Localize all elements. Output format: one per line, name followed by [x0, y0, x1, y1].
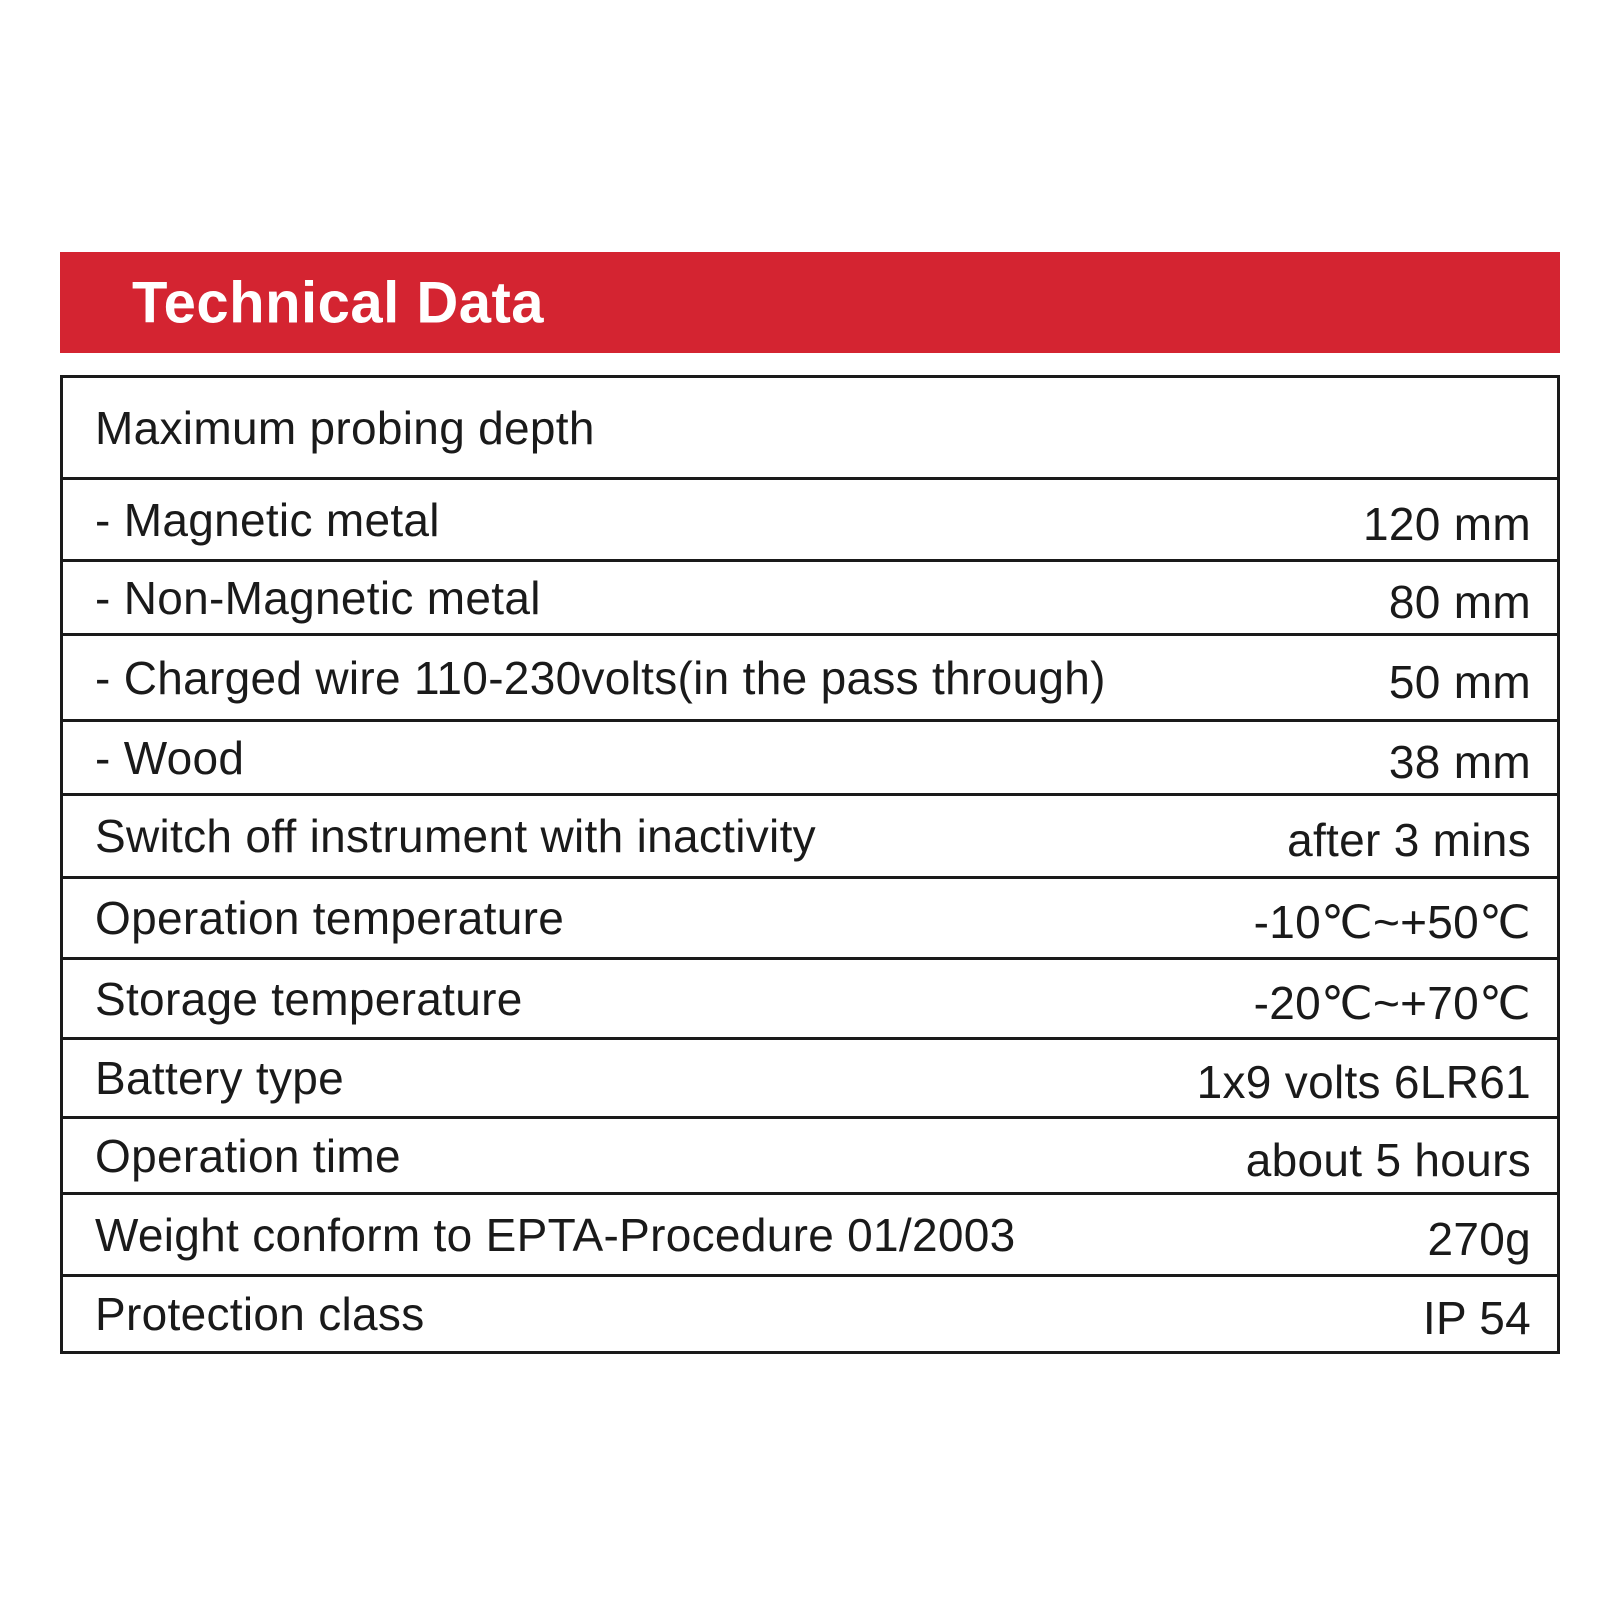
spec-row: [63, 636, 1557, 722]
technical-data-banner: [60, 252, 1560, 353]
spec-label: Storage temperature: [95, 972, 523, 1025]
spec-value: -20℃~+70℃: [1253, 976, 1531, 1029]
spec-row: [63, 879, 1557, 960]
spec-label: - Wood: [95, 731, 245, 784]
spec-label: Operation temperature: [95, 892, 565, 944]
spec-value: IP 54: [1422, 1292, 1531, 1344]
spec-label: - Magnetic metal: [95, 493, 440, 546]
spec-label: Operation time: [95, 1129, 401, 1182]
spec-row: [63, 1195, 1557, 1277]
spec-value: 120 mm: [1363, 497, 1531, 550]
spec-label: Switch off instrument with inactivity: [95, 810, 816, 862]
spec-row: [63, 722, 1557, 796]
spec-value: 80 mm: [1388, 575, 1531, 628]
spec-label: Maximum probing depth: [95, 401, 595, 454]
spec-label: Battery type: [95, 1052, 345, 1104]
spec-row: [63, 796, 1557, 879]
spec-value: about 5 hours: [1245, 1133, 1531, 1186]
spec-row: [63, 480, 1557, 562]
spec-value: 50 mm: [1388, 655, 1531, 708]
spec-row: [63, 1119, 1557, 1195]
spec-label: Protection class: [95, 1288, 425, 1340]
spec-row: [63, 562, 1557, 636]
page-title: Technical Data: [132, 270, 545, 335]
spec-row: [63, 960, 1557, 1040]
spec-value: 270g: [1427, 1212, 1531, 1265]
spec-row: [63, 1040, 1557, 1119]
spec-value: 38 mm: [1388, 735, 1531, 788]
spec-label: - Charged wire 110-230volts(in the pass through): [95, 651, 1106, 704]
spec-row: [63, 378, 1557, 480]
spec-label: - Non-Magnetic metal: [95, 571, 541, 624]
spec-value: -10℃~+50℃: [1253, 896, 1531, 948]
spec-value: after 3 mins: [1287, 814, 1531, 866]
spec-row: [63, 1277, 1557, 1351]
spec-value: 1x9 volts 6LR61: [1196, 1056, 1531, 1108]
spec-table: [60, 375, 1560, 1354]
spec-label: Weight conform to EPTA-Procedure 01/2003: [95, 1208, 1016, 1261]
